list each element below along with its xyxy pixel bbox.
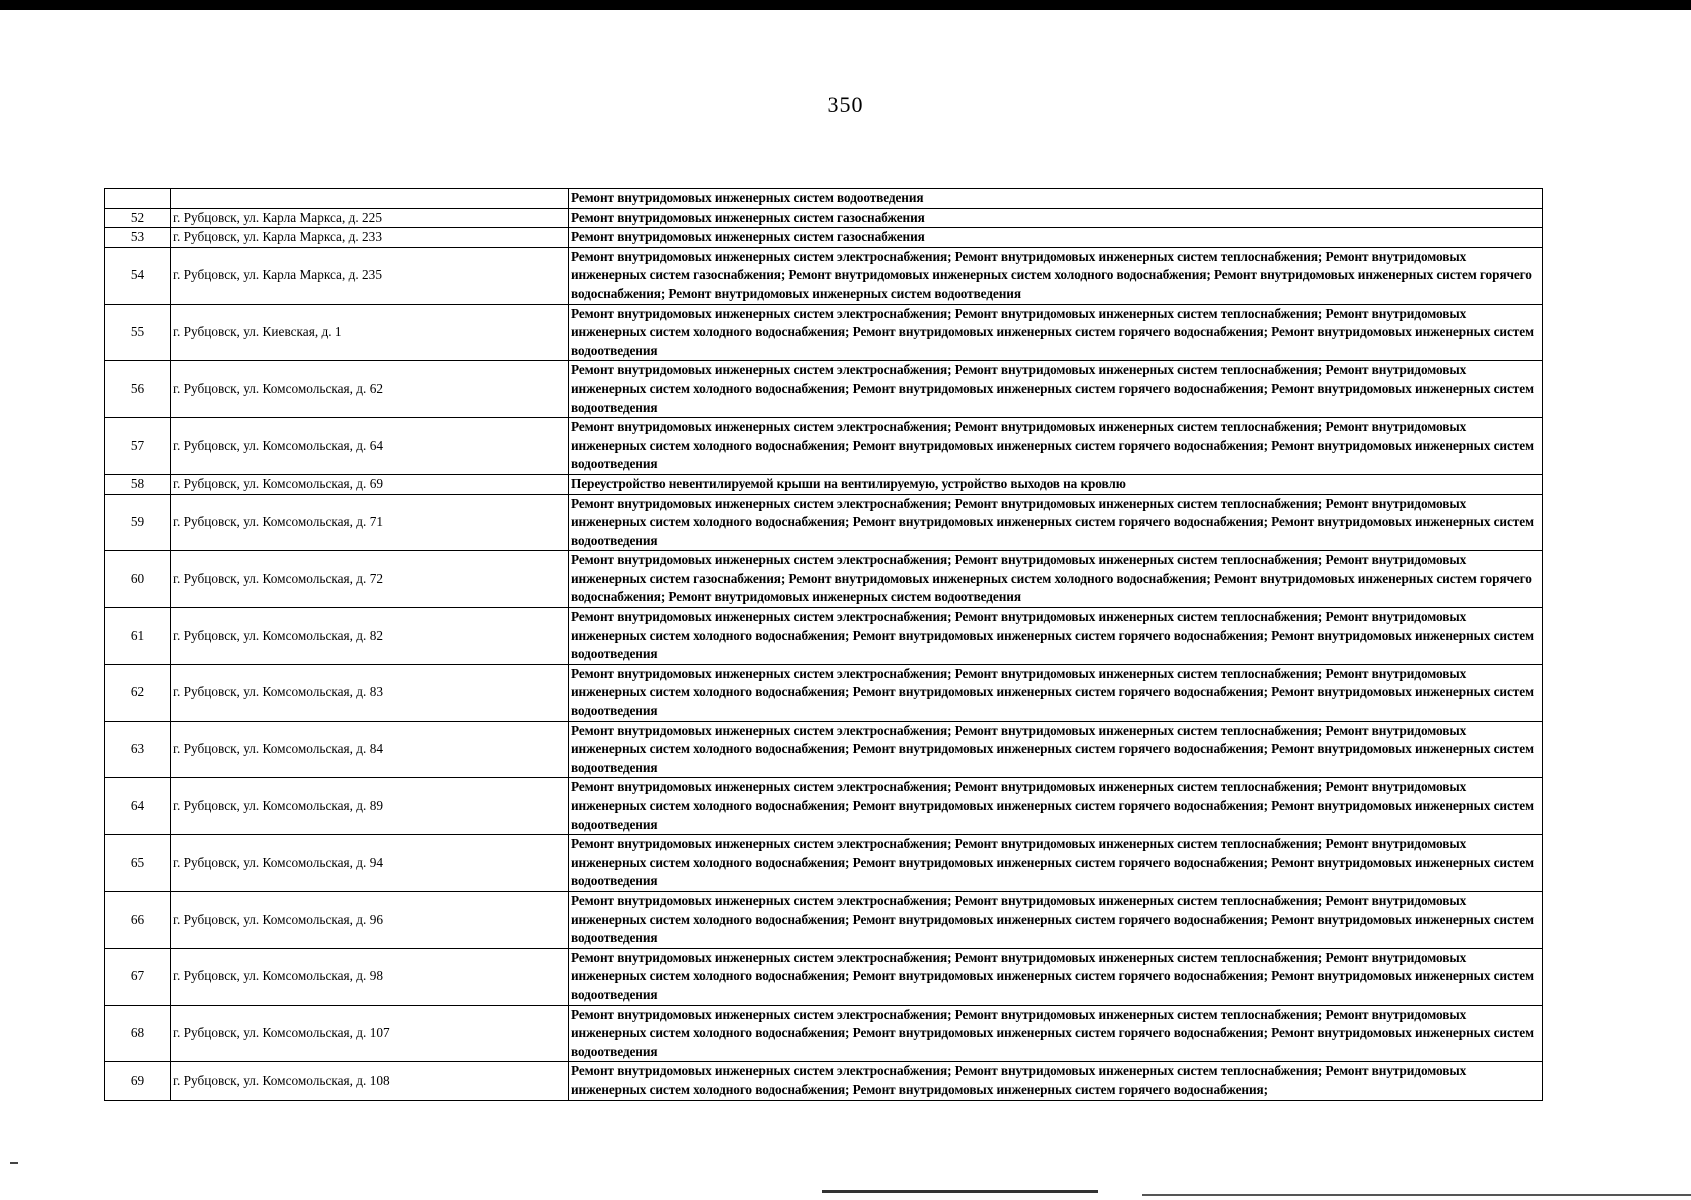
row-number: 60 (105, 551, 171, 608)
table-row (105, 474, 1543, 494)
row-address: г. Рубцовск, ул. Комсомольская, д. 108 (171, 1062, 569, 1100)
row-works: Ремонт внутридомовых инженерных систем электроснабжения; Ремонт внутридомовых инженерных систем теплоснабжения; Ремонт внутридомовых инженерных систем холодного водоснабжения; Ремонт внутридомовых инженерных систем горячего водоснабжения; Ремонт внутридомовых инженерных систем водоотведения (569, 361, 1543, 418)
row-number: 58 (105, 474, 171, 494)
row-works: Ремонт внутридомовых инженерных систем электроснабжения; Ремонт внутридомовых инженерных систем теплоснабжения; Ремонт внутридомовых инженерных систем холодного водоснабжения; Ремонт внутридомовых инженерных систем горячего водоснабжения; Ремонт внутридомовых инженерных систем водоотведения (569, 494, 1543, 551)
row-number: 65 (105, 835, 171, 892)
table-row (105, 891, 1543, 948)
row-address: г. Рубцовск, ул. Комсомольская, д. 72 (171, 551, 569, 608)
row-number: 53 (105, 228, 171, 248)
bottom-scan-line (822, 1190, 1098, 1193)
table-row (105, 247, 1543, 304)
row-works: Ремонт внутридомовых инженерных систем электроснабжения; Ремонт внутридомовых инженерных систем теплоснабжения; Ремонт внутридомовых инженерных систем холодного водоснабжения; Ремонт внутридомовых инженерных систем горячего водоснабжения; Ремонт внутридомовых инженерных систем водоотведения (569, 835, 1543, 892)
row-works: Ремонт внутридомовых инженерных систем электроснабжения; Ремонт внутридомовых инженерных систем теплоснабжения; Ремонт внутридомовых инженерных систем холодного водоснабжения; Ремонт внутридомовых инженерных систем горячего водоснабжения; Ремонт внутридомовых инженерных систем водоотведения (569, 608, 1543, 665)
table-row (105, 835, 1543, 892)
row-address: г. Рубцовск, ул. Комсомольская, д. 62 (171, 361, 569, 418)
row-address: г. Рубцовск, ул. Комсомольская, д. 69 (171, 474, 569, 494)
page-number: 350 (827, 92, 864, 117)
row-address: г. Рубцовск, ул. Карла Маркса, д. 233 (171, 228, 569, 248)
row-address: г. Рубцовск, ул. Комсомольская, д. 107 (171, 1005, 569, 1062)
row-works: Ремонт внутридомовых инженерных систем электроснабжения; Ремонт внутридомовых инженерных систем теплоснабжения; Ремонт внутридомовых инженерных систем холодного водоснабжения; Ремонт внутридомовых инженерных систем горячего водоснабжения; Ремонт внутридомовых инженерных систем водоотведения (569, 891, 1543, 948)
table-row (105, 418, 1543, 475)
row-works: Ремонт внутридомовых инженерных систем электроснабжения; Ремонт внутридомовых инженерных систем теплоснабжения; Ремонт внутридомовых инженерных систем газоснабжения; Ремонт внутридомовых инженерных систем холодного водоснабжения; Ремонт внутридомовых инженерных систем горячего водоснабжения; Ремонт внутридомовых инженерных систем водоотведения (569, 551, 1543, 608)
row-address: г. Рубцовск, ул. Карла Маркса, д. 235 (171, 247, 569, 304)
table-row (105, 304, 1543, 361)
row-number: 67 (105, 948, 171, 1005)
row-works: Ремонт внутридомовых инженерных систем электроснабжения; Ремонт внутридомовых инженерных систем теплоснабжения; Ремонт внутридомовых инженерных систем газоснабжения; Ремонт внутридомовых инженерных систем холодного водоснабжения; Ремонт внутридомовых инженерных систем горячего водоснабжения; Ремонт внутридомовых инженерных систем водоотведения (569, 247, 1543, 304)
row-address: г. Рубцовск, ул. Комсомольская, д. 89 (171, 778, 569, 835)
table-row (105, 228, 1543, 248)
row-address: г. Рубцовск, ул. Комсомольская, д. 98 (171, 948, 569, 1005)
top-scan-border (0, 0, 1691, 10)
row-number: 66 (105, 891, 171, 948)
table-row (105, 189, 1543, 209)
row-works: Ремонт внутридомовых инженерных систем электроснабжения; Ремонт внутридомовых инженерных систем теплоснабжения; Ремонт внутридомовых инженерных систем холодного водоснабжения; Ремонт внутридомовых инженерных систем горячего водоснабжения; Ремонт внутридомовых инженерных систем водоотведения (569, 664, 1543, 721)
row-number: 57 (105, 418, 171, 475)
table-row (105, 664, 1543, 721)
row-address: г. Рубцовск, ул. Комсомольская, д. 82 (171, 608, 569, 665)
row-address: г. Рубцовск, ул. Комсомольская, д. 64 (171, 418, 569, 475)
row-address (171, 189, 569, 209)
row-works: Ремонт внутридомовых инженерных систем электроснабжения; Ремонт внутридомовых инженерных систем теплоснабжения; Ремонт внутридомовых инженерных систем холодного водоснабжения; Ремонт внутридомовых инженерных систем горячего водоснабжения; Ремонт внутридомовых инженерных систем водоотведения (569, 304, 1543, 361)
row-number: 69 (105, 1062, 171, 1100)
row-number: 59 (105, 494, 171, 551)
row-works: Ремонт внутридомовых инженерных систем электроснабжения; Ремонт внутридомовых инженерных систем теплоснабжения; Ремонт внутридомовых инженерных систем холодного водоснабжения; Ремонт внутридомовых инженерных систем горячего водоснабжения; Ремонт внутридомовых инженерных систем водоотведения (569, 778, 1543, 835)
table-row (105, 608, 1543, 665)
row-number (105, 189, 171, 209)
margin-mark (10, 1162, 18, 1164)
row-number: 68 (105, 1005, 171, 1062)
row-address: г. Рубцовск, ул. Комсомольская, д. 71 (171, 494, 569, 551)
row-works: Переустройство невентилируемой крыши на вентилируемую, устройство выходов на кровлю (569, 474, 1543, 494)
row-address: г. Рубцовск, ул. Карла Маркса, д. 225 (171, 208, 569, 228)
row-number: 63 (105, 721, 171, 778)
row-number: 56 (105, 361, 171, 418)
row-works: Ремонт внутридомовых инженерных систем электроснабжения; Ремонт внутридомовых инженерных систем теплоснабжения; Ремонт внутридомовых инженерных систем холодного водоснабжения; Ремонт внутридомовых инженерных систем горячего водоснабжения; Ремонт внутридомовых инженерных систем водоотведения (569, 1005, 1543, 1062)
table-row (105, 208, 1543, 228)
row-number: 52 (105, 208, 171, 228)
row-number: 55 (105, 304, 171, 361)
row-number: 54 (105, 247, 171, 304)
row-number: 62 (105, 664, 171, 721)
row-address: г. Рубцовск, ул. Комсомольская, д. 84 (171, 721, 569, 778)
row-works: Ремонт внутридомовых инженерных систем газоснабжения (569, 208, 1543, 228)
row-works: Ремонт внутридомовых инженерных систем электроснабжения; Ремонт внутридомовых инженерных систем теплоснабжения; Ремонт внутридомовых инженерных систем холодного водоснабжения; Ремонт внутридомовых инженерных систем горячего водоснабжения; Ремонт внутридомовых инженерных систем водоотведения (569, 418, 1543, 475)
table-row (105, 494, 1543, 551)
row-address: г. Рубцовск, ул. Комсомольская, д. 96 (171, 891, 569, 948)
row-number: 61 (105, 608, 171, 665)
row-works: Ремонт внутридомовых инженерных систем электроснабжения; Ремонт внутридомовых инженерных систем теплоснабжения; Ремонт внутридомовых инженерных систем холодного водоснабжения; Ремонт внутридомовых инженерных систем горячего водоснабжения; (569, 1062, 1543, 1100)
row-address: г. Рубцовск, ул. Комсомольская, д. 94 (171, 835, 569, 892)
table-row (105, 1062, 1543, 1100)
row-works: Ремонт внутридомовых инженерных систем электроснабжения; Ремонт внутридомовых инженерных систем теплоснабжения; Ремонт внутридомовых инженерных систем холодного водоснабжения; Ремонт внутридомовых инженерных систем горячего водоснабжения; Ремонт внутридомовых инженерных систем водоотведения (569, 948, 1543, 1005)
table-row (105, 948, 1543, 1005)
table-row (105, 721, 1543, 778)
row-works: Ремонт внутридомовых инженерных систем газоснабжения (569, 228, 1543, 248)
row-works: Ремонт внутридомовых инженерных систем водоотведения (569, 189, 1543, 209)
bottom-scan-line (1142, 1194, 1691, 1196)
repair-works-table (104, 188, 1543, 1101)
row-works: Ремонт внутридомовых инженерных систем электроснабжения; Ремонт внутридомовых инженерных систем теплоснабжения; Ремонт внутридомовых инженерных систем холодного водоснабжения; Ремонт внутридомовых инженерных систем горячего водоснабжения; Ремонт внутридомовых инженерных систем водоотведения (569, 721, 1543, 778)
table-row (105, 551, 1543, 608)
row-number: 64 (105, 778, 171, 835)
row-address: г. Рубцовск, ул. Киевская, д. 1 (171, 304, 569, 361)
row-address: г. Рубцовск, ул. Комсомольская, д. 83 (171, 664, 569, 721)
table-row (105, 361, 1543, 418)
table-row (105, 1005, 1543, 1062)
table-row (105, 778, 1543, 835)
